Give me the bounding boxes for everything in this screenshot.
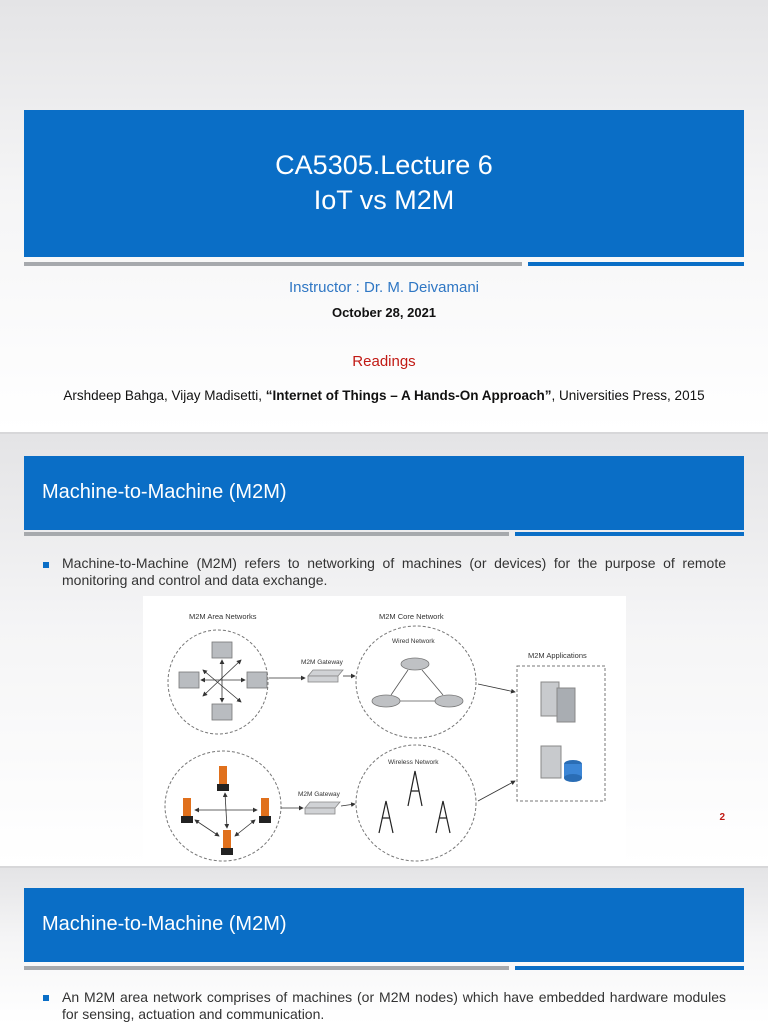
cnc-machine-icons xyxy=(179,642,267,720)
divider-grey xyxy=(24,966,509,970)
divider-blue xyxy=(528,262,744,266)
gateway-label-bottom: M2M Gateway xyxy=(298,791,340,798)
area-networks-label: M2M Area Networks xyxy=(189,612,257,621)
router-icons xyxy=(372,658,463,707)
title-banner xyxy=(24,110,744,257)
divider-blue xyxy=(515,966,744,970)
reference-authors: Arshdeep Bahga, Vijay Madisetti, xyxy=(63,388,266,403)
applications-box xyxy=(517,666,605,801)
lecture-date: October 28, 2021 xyxy=(331,305,437,320)
cell-tower-icons xyxy=(379,771,450,833)
bullet-square-icon xyxy=(43,995,49,1001)
slide-heading: Machine-to-Machine (M2M) xyxy=(42,481,287,503)
core-network-label: M2M Core Network xyxy=(379,612,444,621)
title-slide xyxy=(0,0,768,432)
gateway-links xyxy=(269,676,355,808)
page-number: 2 xyxy=(719,812,725,823)
divider-blue xyxy=(515,532,744,536)
readings-heading: Readings xyxy=(352,353,416,370)
wired-network-label: Wired Network xyxy=(392,638,435,645)
divider-grey xyxy=(24,262,522,266)
applications-label: M2M Applications xyxy=(528,651,587,660)
wireless-network-label: Wireless Network xyxy=(388,759,439,766)
gateway-label-top: M2M Gateway xyxy=(301,659,343,666)
machine-links-bottom xyxy=(195,793,257,836)
m2m-architecture-diagram xyxy=(143,596,626,866)
definition-text: Machine-to-Machine (M2M) refers to networking of machines (or devices) for the purpose of remote monitoring and control and data exchange. xyxy=(62,555,726,588)
server-icons xyxy=(541,682,582,782)
m2m-definition-slide xyxy=(0,434,768,866)
lecture-title: CA5305.Lecture 6 xyxy=(275,150,493,180)
area-network-text: An M2M area network comprises of machines (or M2M nodes) which have embedded hardware modules for sensing, actuation and communication. xyxy=(62,989,726,1022)
lecture-subtitle: IoT vs M2M xyxy=(313,185,455,215)
reference-book-title: “Internet of Things – A Hands-On Approach” xyxy=(265,388,552,403)
machine-links-top xyxy=(201,660,245,702)
router-links xyxy=(391,670,443,701)
instructor-name: Instructor : Dr. M. Deivamani xyxy=(288,279,480,296)
slide-header-banner xyxy=(24,456,744,530)
slide-heading: Machine-to-Machine (M2M) xyxy=(42,913,287,935)
core-to-application-links xyxy=(478,684,515,801)
reference-publisher: , Universities Press, 2015 xyxy=(551,388,705,403)
m2m-area-network-slide xyxy=(0,868,768,1024)
slide-header-banner xyxy=(24,888,744,962)
divider-grey xyxy=(24,532,509,536)
bullet-square-icon xyxy=(43,562,49,568)
reading-reference xyxy=(0,388,768,403)
